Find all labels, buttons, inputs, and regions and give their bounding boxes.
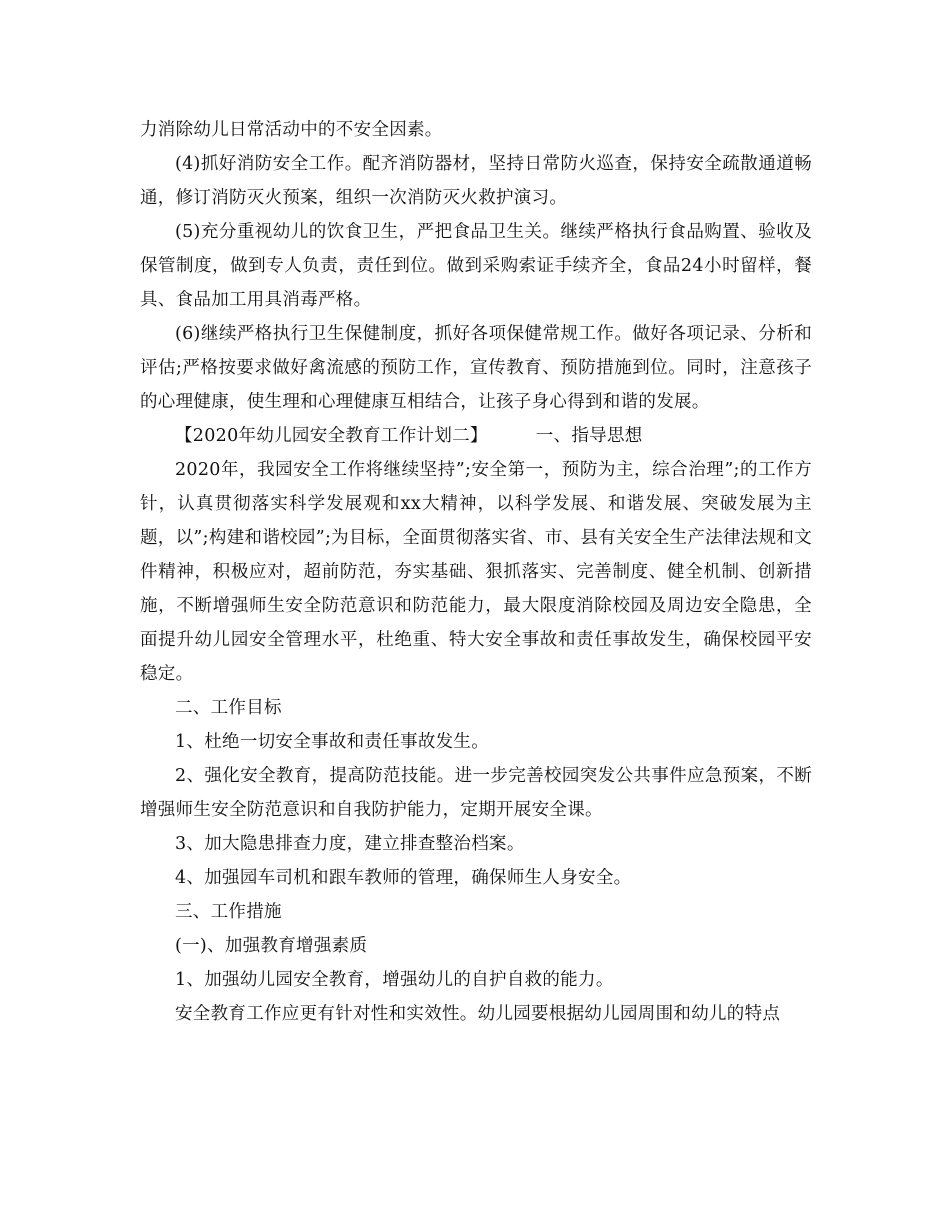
paragraph-safety-education: 安全教育工作应更有针对性和实效性。幼儿园要根据幼儿园周围和幼儿的特点 xyxy=(175,1004,781,1024)
heading-work-goals: 二、工作目标 xyxy=(175,698,282,718)
paragraph-guiding-thought: 2020年，我园安全工作将继续坚持”;安全第一，预防为主，综合治理”;的工作方针，认真贯彻落实科学发展观和xx大精神，以科学发展、和谐发展、突破发展为主题，以”;构建和谐校园”;为目标，全面贯彻落实省、市、县有关安全生产法律法规和文件精神，积极应对，超前防范，夯实基础、狠抓落实、完善制度、健全机制、创新措施，不断增强师生安全防范意识和防范能力，最大限度消除校园及周边安全隐患，全面提升幼儿园安全管理水平，杜绝重、特大安全事故和责任事故发生，确保校园平安稳定。 xyxy=(140,460,812,684)
measure-item-1: 1、加强幼儿园安全教育，增强幼儿的自护自救的能力。 xyxy=(175,970,614,990)
section-heading-line xyxy=(140,419,812,453)
goal-item-3: 3、加大隐患排查力度，建立排查整治档案。 xyxy=(175,834,525,854)
document-body xyxy=(140,113,812,1031)
goal-item-2: 2、强化安全教育，提高防范技能。进一步完善校园突发公共事件应急预案，不断增强师生安全防范意识和自我防护能力，定期开展安全课。 xyxy=(140,766,812,820)
paragraph-health-care: (6)继续严格执行卫生保健制度，抓好各项保健常规工作。做好各项记录、分析和评估;严格按要求做好禽流感的预防工作，宣传教育、预防措施到位。同时，注意孩子的心理健康，使生理和心理健康互相结合，让孩子身心得到和谐的发展。 xyxy=(140,324,812,412)
plan-title: 【2020年幼儿园安全教育工作计划二】 xyxy=(175,426,488,446)
subheading-education: (一)、加强教育增强素质 xyxy=(175,936,368,956)
paragraph-food-hygiene: (5)充分重视幼儿的饮食卫生，严把食品卫生关。继续严格执行食品购置、验收及保管制度，做到专人负责，责任到位。做到采购索证手续齐全，食品24小时留样，餐具、食品加工用具消毒严格。 xyxy=(140,222,812,310)
guiding-thought-heading: 一、指导思想 xyxy=(535,426,643,446)
heading-work-measures: 三、工作措施 xyxy=(175,902,282,922)
paragraph-fire-safety: (4)抓好消防安全工作。配齐消防器材，坚持日常防火巡查，保持安全疏散通道畅通，修订消防灭火预案，组织一次消防灭火救护演习。 xyxy=(140,154,812,208)
goal-item-1: 1、杜绝一切安全事故和责任事故发生。 xyxy=(175,732,490,752)
paragraph-continuation: 力消除幼儿日常活动中的不安全因素。 xyxy=(140,120,443,140)
goal-item-4: 4、加强园车司机和跟车教师的管理，确保师生人身安全。 xyxy=(175,868,632,888)
